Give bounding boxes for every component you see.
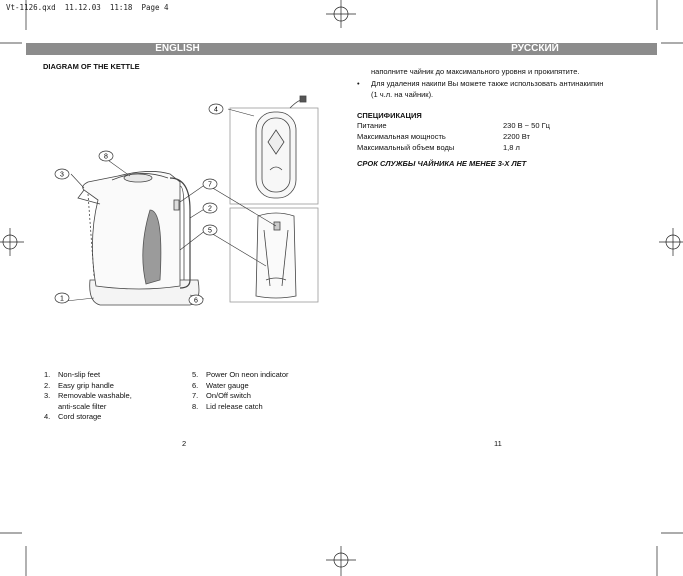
on-off-switch bbox=[174, 200, 179, 210]
spec-label-power: Питание bbox=[357, 121, 387, 130]
ru-line-1: наполните чайник до максимального уровня и прокипятите. bbox=[371, 67, 580, 76]
callout-5 bbox=[203, 225, 217, 235]
callout-1 bbox=[55, 293, 69, 303]
callout-label-3: 3 bbox=[60, 171, 64, 179]
legend-item-3: 3. Removable washable, anti-scale filter bbox=[44, 391, 132, 411]
callout-label-8: 8 bbox=[104, 153, 108, 161]
kettle-body bbox=[83, 171, 180, 289]
spec-value-max-power: 2200 Вт bbox=[503, 132, 530, 141]
page-number-left: 2 bbox=[182, 439, 187, 448]
legend-item-6: 6. Water gauge bbox=[192, 380, 249, 390]
legend-item-2: 2. Easy grip handle bbox=[44, 380, 114, 390]
legend-item-8: 8. Lid release catch bbox=[192, 401, 263, 411]
spec-title: СПЕЦИФИКАЦИЯ bbox=[357, 111, 422, 120]
callout-label-1: 1 bbox=[60, 295, 64, 303]
registration-mark-right bbox=[659, 228, 683, 256]
ru-bullet: • bbox=[357, 79, 360, 88]
callout-4 bbox=[209, 104, 223, 114]
neon-indicator bbox=[274, 222, 280, 230]
diagram-title: DIAGRAM OF THE KETTLE bbox=[43, 62, 140, 71]
page-number-right: 11 bbox=[494, 439, 502, 448]
kettle-diagram bbox=[40, 90, 330, 320]
callout-label-5: 5 bbox=[208, 227, 212, 235]
legend-item-4: 4. Cord storage bbox=[44, 412, 102, 421]
legend-list-left bbox=[44, 370, 194, 423]
spec-value-max-volume: 1,8 л bbox=[503, 143, 520, 152]
handle-inner bbox=[180, 186, 184, 280]
registration-mark-bottom bbox=[326, 546, 356, 576]
lid-release-catch bbox=[124, 174, 152, 182]
callout-6 bbox=[189, 295, 203, 305]
section-header-russian: РУССКИЙ bbox=[341, 43, 657, 55]
inset-base-view bbox=[230, 208, 318, 302]
legend-item-7: 7. On/Off switch bbox=[192, 391, 251, 400]
inset-cord-storage bbox=[230, 96, 318, 204]
registration-mark-top bbox=[326, 0, 356, 28]
callout-7 bbox=[203, 179, 217, 189]
ru-line-3: (1 ч.л. на чайник). bbox=[371, 90, 434, 99]
registration-mark-left bbox=[0, 228, 24, 256]
legend-item-5: 5. Power On neon indicator bbox=[192, 370, 289, 379]
spec-label-max-power: Максимальная мощность bbox=[357, 132, 446, 141]
ru-line-2: Для удаления накипи Вы можете также использовать антинакипин bbox=[371, 79, 604, 88]
section-header-english: ENGLISH bbox=[26, 43, 341, 55]
callout-label-4: 4 bbox=[214, 106, 218, 114]
callout-3 bbox=[55, 169, 69, 179]
service-life-note: СРОК СЛУЖБЫ ЧАЙНИКА НЕ МЕНЕЕ 3-Х ЛЕТ bbox=[357, 159, 527, 168]
spec-value-power: 230 В ~ 50 Гц bbox=[503, 121, 550, 130]
legend-item-1: 1. Non-slip feet bbox=[44, 370, 101, 379]
file-slug: Vt-1126.qxd 11.12.03 11:18 Page 4 bbox=[6, 3, 169, 12]
spec-label-max-volume: Максимальный объем воды bbox=[357, 143, 455, 152]
callout-label-2: 2 bbox=[208, 205, 212, 213]
callout-2 bbox=[203, 203, 217, 213]
callout-label-7: 7 bbox=[208, 181, 212, 189]
legend-list-right bbox=[192, 370, 342, 412]
callout-label-6: 6 bbox=[194, 297, 198, 305]
callout-8 bbox=[99, 151, 113, 161]
